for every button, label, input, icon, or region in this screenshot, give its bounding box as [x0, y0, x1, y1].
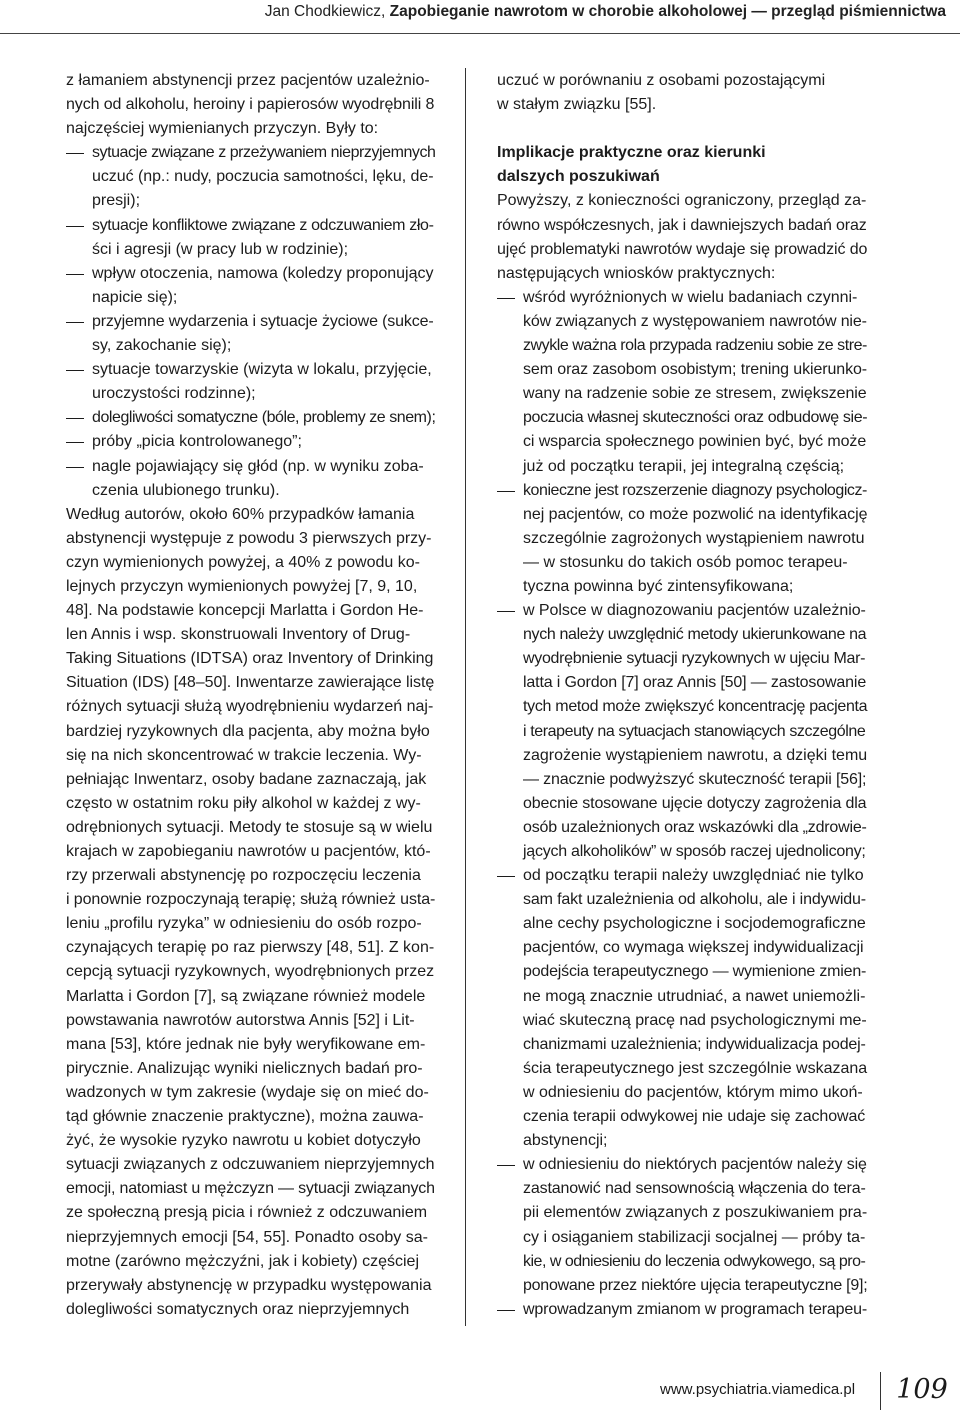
- footer-separator: [880, 1372, 881, 1410]
- right-text-spacer: [497, 117, 867, 141]
- right-text-line: ci wsparcia społecznego powinien być, być może: [523, 433, 867, 451]
- left-text-line: różnych sytuacji służą wyodrębnieniu wydarzeń naj-: [66, 698, 434, 716]
- right-text-line: następujących wniosków praktycznych:: [497, 264, 776, 282]
- journal-url[interactable]: www.psychiatria.viamedica.pl: [660, 1381, 856, 1398]
- left-text-line: uroczystości rodzinne);: [92, 385, 256, 403]
- left-text-list-item: nagle pojawiający się głód (np. w wyniku zoba-: [66, 455, 435, 479]
- left-text-line: pełniając Inwentarz, osoby badane zaznaczają, jak: [66, 770, 427, 788]
- left-text-line: ze społeczną presją picia i również z odczuwaniem: [66, 1204, 428, 1222]
- left-text-line: przerywały abstynencję w przypadku występowania: [66, 1276, 432, 1294]
- left-text-line: sytuacji związanych z odczuwaniem nieprzyjemnych: [66, 1156, 435, 1174]
- right-text-line: zagrożenie wystąpieniem nawrotu, a dzięki temu: [523, 746, 868, 764]
- right-text-line: alne cechy psychologiczne i socjodemograficzne: [523, 915, 866, 933]
- left-text-line: napicie się);: [92, 288, 178, 306]
- left-text-line: emocji, natomiast u mężczyzn — sytuacji związanych: [66, 1180, 435, 1198]
- left-column: [66, 69, 435, 1322]
- running-header-text: [265, 3, 946, 21]
- right-text-line: w odniesieniu do pacjentów, którym mimo ukoń-: [523, 1083, 863, 1101]
- right-text-line: zwykle ważna rola przypada radzeniu sobie ze stre-: [523, 337, 867, 355]
- left-text-line: czenia ulubionego trunku).: [92, 481, 280, 499]
- left-text-line: Marlatta i Gordon [7], są związane również modele: [66, 987, 426, 1005]
- header-rule: [0, 33, 960, 34]
- left-text-line: krajach w zapobieganiu nawrotów u pacjentów, któ-: [66, 843, 431, 860]
- right-text-line: wiać skuteczną pracę nad psychologicznymi me-: [523, 1011, 867, 1029]
- right-text-list-item: od początku terapii należy uwzględniać nie tylko: [497, 864, 867, 888]
- right-text-line: latta i Gordon [7] oraz Annis [50] — zastosowanie: [523, 674, 867, 692]
- left-text-line: bardziej ryzykownych dla pacjenta, aby można było: [66, 722, 430, 740]
- right-text-line: jących alkoholików” w sposób raczej ujednolicony;: [523, 843, 866, 860]
- right-text-line: wyodrębnienie sytuacji ryzykownych w ujęciu Mar-: [523, 650, 866, 668]
- left-text-line: sy, zakochanie się);: [92, 337, 232, 355]
- right-column: [497, 69, 867, 1322]
- section-heading: dalszych poszukiwań: [497, 168, 660, 186]
- left-text-line: pirycznie. Analizując wyniki nielicznych badań pro-: [66, 1059, 423, 1077]
- right-text-line: wany na radzenie sobie ze stresem, zwiększenie: [523, 385, 867, 403]
- left-text-line: motne (zarówno mężczyźni, jak i kobiety) częściej: [66, 1252, 420, 1270]
- right-text-line: Powyższy, z konieczności ograniczony, przegląd za-: [497, 192, 867, 210]
- left-text-line: i ponownie rozpoczynają terapię; służą również usta-: [66, 891, 436, 909]
- page-number: 109: [896, 1374, 948, 1405]
- section-heading: Implikacje praktyczne oraz kierunki: [497, 144, 766, 162]
- right-text-line: ne mogą znacznie utrudniać, a nawet uniemożli-: [523, 987, 866, 1005]
- left-text-line: dolegliwości somatycznych oraz nieprzyjemnych: [66, 1300, 410, 1318]
- right-text-line: poczucia własnej skuteczności oraz odbudowę sie-: [523, 409, 868, 427]
- right-text-line: — w stosunku do takich osób pomoc terapeu-: [523, 553, 848, 571]
- right-text-line: czenia terapii odwykowej nie udaje się zachować: [523, 1108, 866, 1126]
- right-text-line: sam fakt uzależnienia od alkoholu, ale i indywidu-: [523, 891, 866, 909]
- left-text-list-item: sytuacje konfliktowe związane z odczuwaniem zło-: [66, 214, 435, 238]
- left-text-line: często w ostatnim roku piły alkohol w każdej z wy-: [66, 794, 421, 812]
- left-text-line: Situation (IDS) [48–50]. Inwentarze zawierające listę: [66, 674, 435, 692]
- right-text-list-item: w Polsce w diagnozowaniu pacjentów uzależnio-: [497, 599, 867, 623]
- left-text-line: Taking Situations (IDTSA) oraz Inventory of Drinking: [66, 650, 434, 668]
- right-text-line: chanizmami uzależnienia; indywidualizacja podej-: [523, 1035, 866, 1053]
- header-author: Jan Chodkiewicz,: [264, 3, 390, 20]
- left-text-line: abstynencji występuje z powodu 3 pierwszych przy-: [66, 529, 432, 547]
- right-text-line: ścia terapeutycznego jest szczególnie wskazana: [523, 1059, 868, 1077]
- left-text-list-item: przyjemne wydarzenia i sytuacje życiowe (sukce-: [66, 310, 435, 334]
- right-text-list-item: konieczne jest rozszerzenie diagnozy psychologicz-: [497, 479, 867, 503]
- left-text-line: mana [53], które jednak nie były weryfikowane em-: [66, 1035, 426, 1053]
- right-text-list-item: wśród wyróżnionych w wielu badaniach czynni-: [497, 286, 867, 310]
- right-text-line: uczuć w porównaniu z osobami pozostającymi: [497, 72, 826, 89]
- right-text-line: podejścia terapeutycznego — wymienione zmien-: [523, 963, 867, 981]
- left-text-line: len Annis i wsp. skonstruowali Inventory of Drug-: [66, 626, 411, 644]
- header-article-title: Zapobieganie nawrotom w chorobie alkoholowej — przegląd piśmiennictwa: [389, 3, 946, 20]
- right-text-line: nej pacjentów, co może pozwolić na identyfikację: [523, 505, 868, 523]
- left-text-line: powstawania nawrotów autorstwa Annis [52] i Lit-: [66, 1011, 415, 1029]
- left-text-line: presji);: [92, 192, 141, 210]
- left-text-line: rzy przerwali abstynencję po rozpoczęciu leczenia: [66, 867, 421, 885]
- left-text-line: wadzonych w tym zakresie (wydaje się on mieć do-: [66, 1083, 429, 1101]
- left-text-list-item: próby „picia kontrolowanego”;: [66, 430, 435, 454]
- right-text-line: ujęć problematyki nawrotów wydaje się prowadzić do: [497, 240, 868, 258]
- right-text-line: — znacznie podwyższyć skuteczność terapii [56];: [523, 770, 867, 788]
- left-text-list-item: dolegliwości somatyczne (bóle, problemy ze snem);: [66, 406, 435, 430]
- right-text-line: abstynencji;: [523, 1132, 608, 1150]
- right-text-line: w stałym związku [55].: [497, 96, 657, 114]
- right-text-line: sem oraz zasobom osobistym; trening ukierunko-: [523, 361, 867, 379]
- left-text-list-item: sytuacje towarzyskie (wizyta w lokalu, przyjęcie,: [66, 358, 435, 382]
- left-text-line: czyn wymienionych powyżej, a 40% z powodu ko-: [66, 553, 420, 571]
- right-text-line: równo współczesnych, jak i dawniejszych badań oraz: [497, 216, 867, 234]
- left-text-line: czynających terapię po raz pierwszy [48, 51]. Z kon-: [66, 939, 435, 957]
- right-text-line: kie, w odniesieniu do leczenia odwykowego, są pro-: [523, 1252, 866, 1270]
- right-text-line: pacjentów, co wymaga większej indywidualizacji: [523, 939, 864, 957]
- left-text-list-item: wpływ otoczenia, namowa (koledzy proponujący: [66, 262, 435, 286]
- left-text-line: Według autorów, około 60% przypadków łamania: [66, 505, 415, 523]
- left-text-line: ści i agresji (w pracy lub w rodzinie);: [92, 240, 349, 258]
- right-text-line: szczególnie zagrożonych wystąpieniem nawrotu: [523, 529, 865, 547]
- right-text-line: tyczna powinna być zintensyfikowana;: [523, 577, 794, 595]
- right-text-line: nych należy uwzględnić metody ukierunkowane na: [523, 626, 867, 644]
- right-text-line: i terapeuty na sytuacjach stanowiących szczególne: [523, 722, 866, 740]
- right-text-line: osób uzależnionych oraz wskazówki dla „zdrowie-: [523, 818, 867, 836]
- left-text-line: z łamaniem abstynencji przez pacjentów uzależnio-: [66, 72, 430, 89]
- left-text-line: żyć, że wysokie ryzyko nawrotu u kobiet dotyczyło: [66, 1132, 421, 1150]
- left-text-line: cepcją sytuacji ryzykownych, wyodrębnionych przez: [66, 963, 435, 981]
- right-text-line: obecnie stosowane ujęcie dotyczy zagrożenia dla: [523, 794, 867, 812]
- column-divider: [465, 68, 466, 1326]
- left-text-line: tąd głównie znaczenie praktyczne), można zauwa-: [66, 1108, 424, 1126]
- right-text-list-item: w odniesieniu do niektórych pacjentów należy się: [497, 1153, 867, 1177]
- right-text-line: zastanowić nad sensownością włączenia do tera-: [523, 1180, 866, 1198]
- running-header: [0, 0, 960, 30]
- left-text-line: najczęściej wymienianych przyczyn. Były to:: [66, 120, 379, 138]
- right-text-line: tych metod może zwiększyć koncentrację pacjenta: [523, 698, 868, 716]
- right-text-line: pii elementów związanych z poszukiwaniem pra-: [523, 1204, 868, 1222]
- left-text-line: lejnych przyczyn wymienionych powyżej [7, 9, 10,: [66, 577, 418, 595]
- left-text-line: uczuć (np.: nudy, poczucia samotności, lęku, de-: [92, 168, 434, 186]
- left-text-line: się na nich skoncentrować w trakcie leczenia. Wy-: [66, 746, 422, 764]
- left-text-line: leniu „profilu ryzyka” w odniesieniu do osób rozpo-: [66, 915, 422, 933]
- right-text-line: już od początku terapii, jej integralną częścią;: [523, 457, 845, 475]
- left-text-list-item: sytuacje związane z przeżywaniem nieprzyjemnych: [66, 141, 435, 165]
- right-text-line: ponowane przez niektóre ujęcia terapeutyczne [9];: [523, 1276, 868, 1294]
- right-text-line: cy i osiąganiem stabilizacji socjalnej — próby ta-: [523, 1228, 866, 1246]
- left-text-line: 48]. Na podstawie koncepcji Marlatta i Gordon He-: [66, 602, 424, 620]
- left-text-line: nieprzyjemnych emocji [54, 55]. Ponadto osoby sa-: [66, 1228, 428, 1246]
- left-text-line: nych od alkoholu, heroiny i papierosów wyodrębnili 8: [66, 96, 435, 114]
- right-text-list-item: wprowadzanym zmianom w programach terapeu-: [497, 1298, 867, 1322]
- left-text-line: odrębnionych sytuacji. Metody te stosuje są w wielu: [66, 818, 433, 836]
- right-text-line: ków związanych z występowaniem nawrotów nie-: [523, 312, 867, 330]
